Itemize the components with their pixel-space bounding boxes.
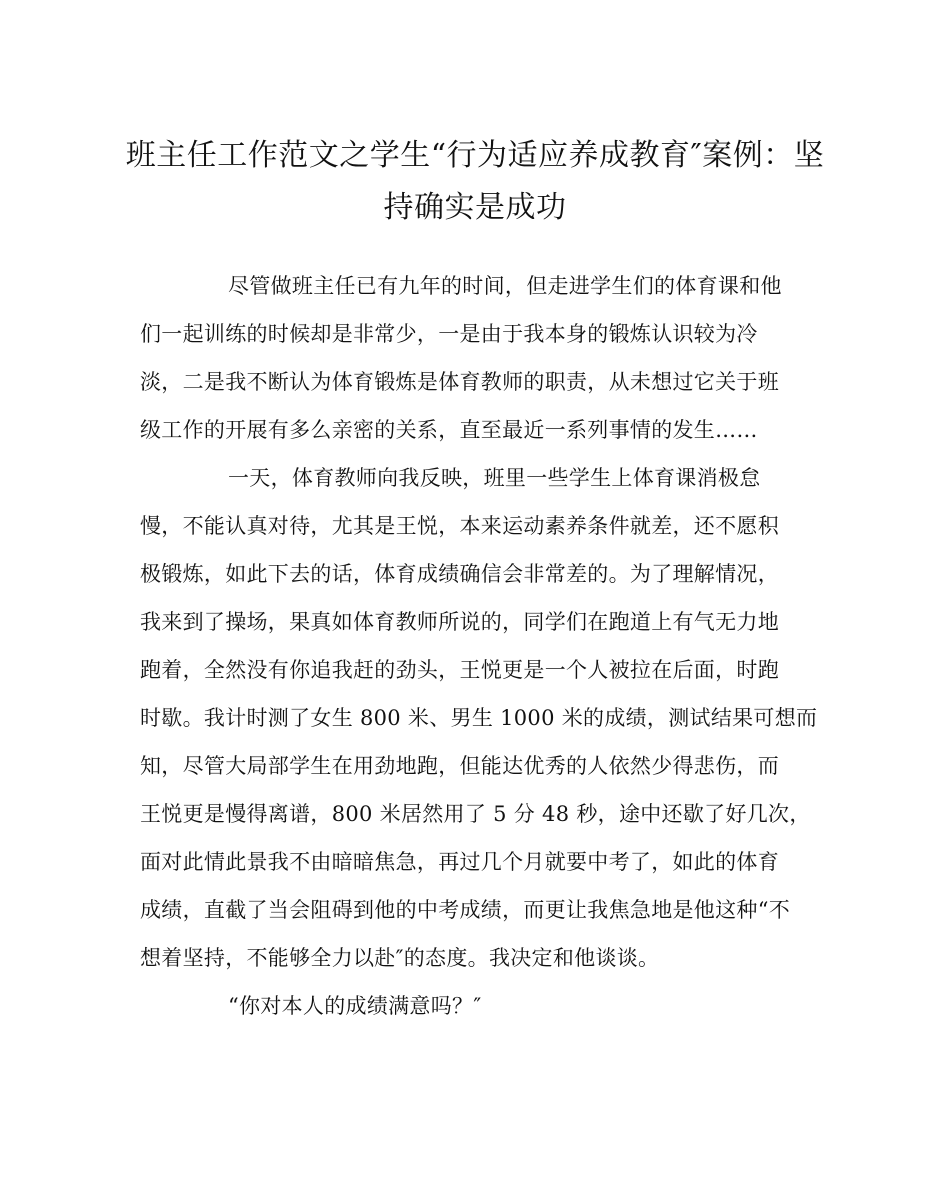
paragraph-2-line-2: 慢，不能认真对待，尤其是王悦，本来运动素养条件就差，还不愿积: [140, 514, 779, 538]
paragraph-1-line-4: 级工作的开展有多么亲密的关系，直至最近一系列事情的发生……: [140, 418, 758, 442]
paragraph-2-line-9: 面对此情此景我不由暗暗焦急，再过几个月就要中考了，如此的体育: [140, 850, 779, 874]
paragraph-2-line-5: 跑着，全然没有你追我赶的劲头，王悦更是一个人被拉在后面，时跑: [140, 658, 779, 682]
paragraph-2-line-7: 知，尽管大局部学生在用劲地跑，但能达优秀的人依然少得悲伤，而: [140, 754, 779, 778]
paragraph-1-line-3: 淡，二是我不断认为体育锻炼是体育教师的职责，从未想过它关于班: [140, 370, 779, 394]
paragraph-2-line-4: 我来到了操场，果真如体育教师所说的，同学们在跑道上有气无力地: [140, 610, 779, 634]
paragraph-1-line-1: 尽管做班主任已有九年的时间，但走进学生们的体育课和他: [228, 274, 782, 298]
paragraph-2-line-10: 成绩，直截了当会阻碍到他的中考成绩，而更让我焦急地是他这种“不: [140, 898, 791, 922]
paragraph-3-line-1: “你对本人的成绩满意吗？″: [228, 994, 482, 1018]
document-title: 班主任工作范文之学生“行为适应养成教育″案例：坚持确实是成功: [125, 138, 825, 225]
paragraph-1-line-2: 们一起训练的时候却是非常少，一是由于我本身的锻炼认识较为冷: [140, 322, 758, 346]
paragraph-2-line-6: 时歇。我计时测了女生 800 米、男生 1000 米的成绩，测试结果可想而: [140, 706, 818, 730]
paragraph-2-line-11: 想着坚持，不能够全力以赴″的态度。我决定和他谈谈。: [140, 946, 660, 970]
paragraph-2-line-1: 一天，体育教师向我反映，班里一些学生上体育课消极怠: [228, 466, 761, 490]
paragraph-2-line-8: 王悦更是慢得离谱，800 米居然用了 5 分 48 秒，途中还歇了好几次，: [140, 802, 811, 826]
paragraph-2-line-3: 极锻炼，如此下去的话，体育成绩确信会非常差的。为了理解情况，: [140, 562, 779, 586]
